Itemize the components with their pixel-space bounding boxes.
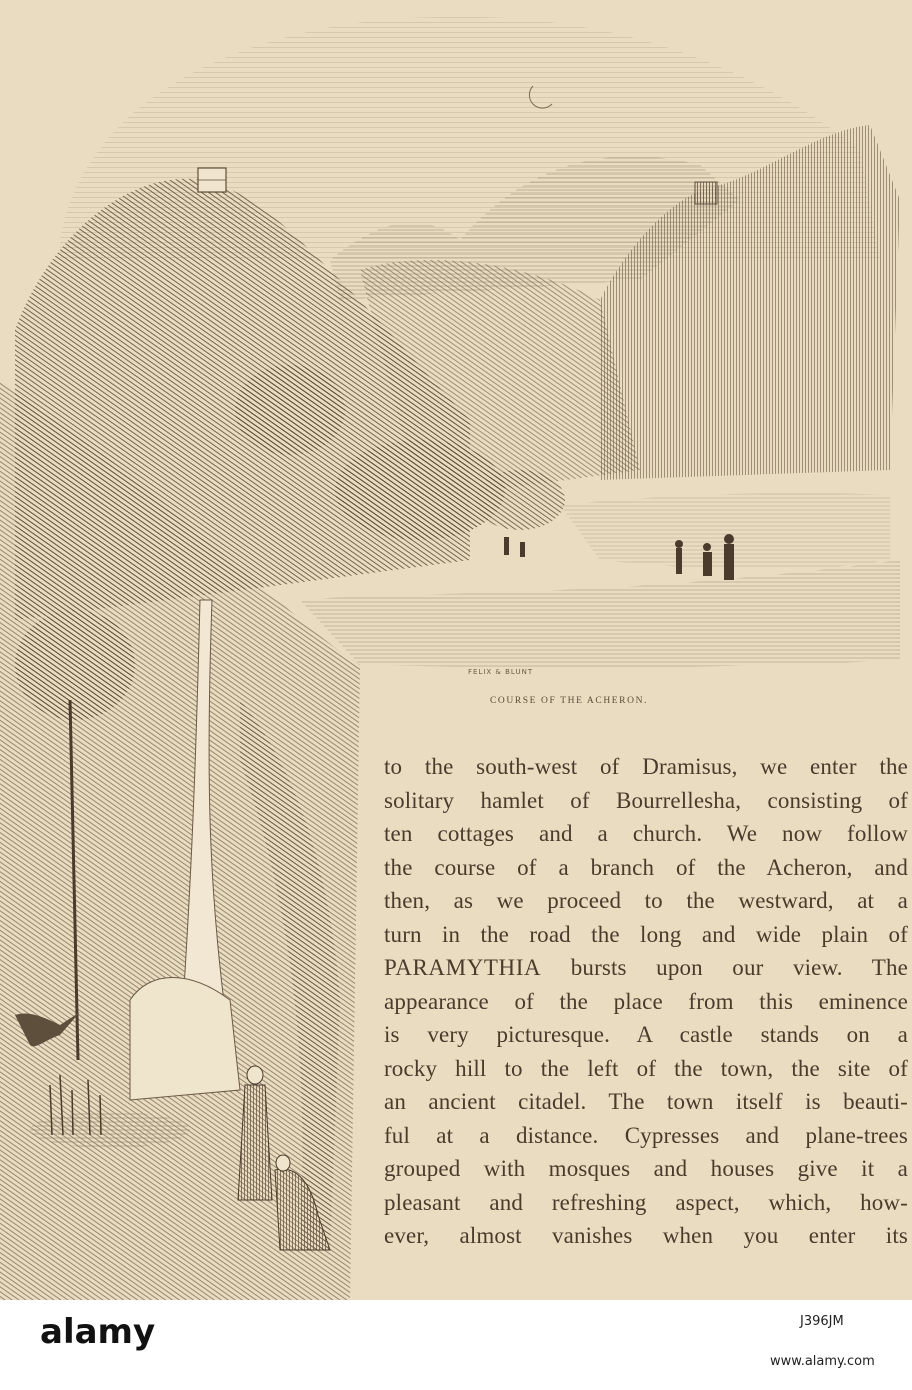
figure-caption: COURSE OF THE ACHERON. — [490, 696, 649, 706]
text-fragment: bursts upon our view. The — [570, 955, 908, 980]
text-line: grouped with mosques and houses give it a — [384, 1156, 908, 1181]
text-line: pleasant and refreshing aspect, which, how- — [384, 1189, 908, 1215]
text-line: rocky hill to the left of the town, the site of — [384, 1055, 908, 1081]
engraver-signature: FELIX & BLUNT — [468, 668, 534, 676]
place-name: PARAMYTHIA — [384, 955, 542, 980]
text-line: ever, almost vanishes when you enter its — [384, 1223, 908, 1248]
body-text — [384, 750, 908, 1253]
stock-image-id: J396JM — [800, 1314, 844, 1329]
text-line: ten cottages and a church. We now follow — [384, 821, 908, 846]
stock-url: www.alamy.com — [770, 1354, 875, 1369]
text-line: appearance of the place from this eminence — [384, 988, 908, 1014]
stock-brand-logo: alamy — [40, 1312, 156, 1352]
text-line: then, as we proceed to the westward, at a — [384, 888, 908, 913]
text-line: solitary hamlet of Bourrellesha, consisting of — [384, 787, 908, 813]
text-line: ful at a distance. Cypresses and plane-trees — [384, 1122, 908, 1148]
text-line: is very picturesque. A castle stands on a — [384, 1022, 908, 1047]
text-line: an ancient citadel. The town itself is beauti- — [384, 1089, 908, 1114]
text-line: the course of a branch of the Acheron, and — [384, 854, 908, 880]
text-line: turn in the road the long and wide plain of — [384, 921, 908, 947]
text-line — [384, 951, 908, 985]
text-line: to the south-west of Dramisus, we enter the — [384, 754, 908, 779]
